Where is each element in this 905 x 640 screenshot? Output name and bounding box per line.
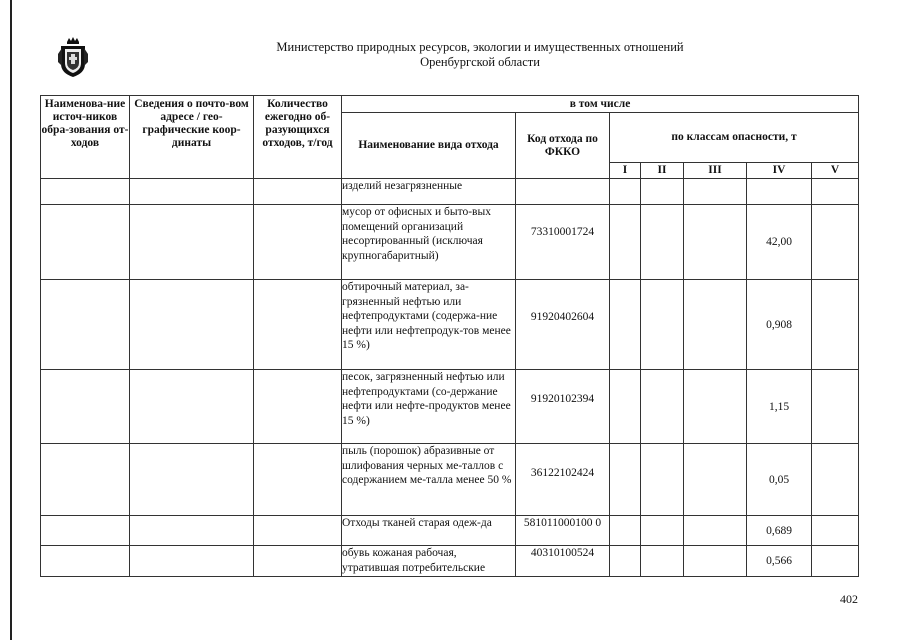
class-5-cell [812,370,859,444]
header-quantity: Количество ежегодно об-разующихся отходов, т/год [254,96,342,179]
document-header [220,40,740,70]
table-row [41,280,859,370]
class-3-cell [684,370,747,444]
class-2-cell [641,370,684,444]
class-4-cell: 0,908 [747,280,812,370]
class-2-cell [641,179,684,205]
coat-of-arms-icon [58,36,88,78]
class-3-cell [684,179,747,205]
fkko-code-cell: 91920102394 [516,370,610,444]
waste-name-cell: пыль (порошок) абразивные от шлифования черных ме-таллов с содержанием ме-талла менее 50 % [342,444,516,516]
waste-name-cell: Отходы тканей старая одеж-да [342,516,516,546]
page-left-edge-line [10,0,12,640]
header-class-5: V [812,163,859,179]
header-class-4: IV [747,163,812,179]
class-2-cell [641,280,684,370]
table-row [41,444,859,516]
class-1-cell [610,516,641,546]
class-2-cell [641,444,684,516]
waste-name-cell: обувь кожаная рабочая, утратившая потребительские [342,546,516,577]
table-row [41,546,859,577]
class-1-cell [610,179,641,205]
fkko-code-cell: 40310100524 [516,546,610,577]
class-2-cell [641,546,684,577]
fkko-code-cell [516,179,610,205]
page-number: 402 [840,592,858,606]
waste-name-cell: песок, загрязненный нефтью или нефтепродуктами (со-держание нефти или нефте-продуктов менее 15 %) [342,370,516,444]
class-3-cell [684,516,747,546]
class-5-cell [812,179,859,205]
fkko-code-cell: 36122102424 [516,444,610,516]
header-hazard-classes: по классам опасности, т [610,113,859,163]
header-class-3: III [684,163,747,179]
class-5-cell [812,280,859,370]
class-1-cell [610,546,641,577]
table-row [41,205,859,280]
header-including: в том числе [342,96,859,113]
class-5-cell [812,516,859,546]
header-source-name: Наименова-ние источ-ников обра-зования от-ходов [41,96,130,179]
class-5-cell [812,205,859,280]
header-waste-name: Наименование вида отхода [342,113,516,179]
class-4-cell: 0,566 [747,546,812,577]
class-4-cell: 1,15 [747,370,812,444]
class-4-cell: 0,689 [747,516,812,546]
class-3-cell [684,280,747,370]
waste-name-cell: изделий незагрязненные [342,179,516,205]
fkko-code-cell: 581011000100 0 [516,516,610,546]
class-1-cell [610,205,641,280]
header-class-2: II [641,163,684,179]
class-2-cell [641,516,684,546]
class-3-cell [684,546,747,577]
class-1-cell [610,370,641,444]
waste-name-cell: мусор от офисных и быто-вых помещений организаций несортированный (исключая крупногабаритный) [342,205,516,280]
class-4-cell: 0,05 [747,444,812,516]
class-3-cell [684,444,747,516]
class-5-cell [812,546,859,577]
header-address: Сведения о почто-вом адресе / гео-графические коор-динаты [130,96,254,179]
fkko-code-cell: 91920402604 [516,280,610,370]
header-line-region: Оренбургской области [420,55,540,69]
class-5-cell [812,444,859,516]
waste-name-cell: обтирочный материал, за-грязненный нефтью или нефтепродуктами (содержа-ние нефти или нефтепродук-тов менее 15 %) [342,280,516,370]
class-1-cell [610,280,641,370]
header-fkko-code: Код отхода по ФККО [516,113,610,179]
header-line-ministry: Министерство природных ресурсов, экологии и имущественных отношений [276,40,684,54]
class-2-cell [641,205,684,280]
class-3-cell [684,205,747,280]
class-4-cell [747,179,812,205]
fkko-code-cell: 73310001724 [516,205,610,280]
table-row [41,179,859,205]
header-class-1: I [610,163,641,179]
table-row [41,370,859,444]
class-1-cell [610,444,641,516]
table-row [41,516,859,546]
class-4-cell: 42,00 [747,205,812,280]
waste-sources-table [40,95,859,577]
